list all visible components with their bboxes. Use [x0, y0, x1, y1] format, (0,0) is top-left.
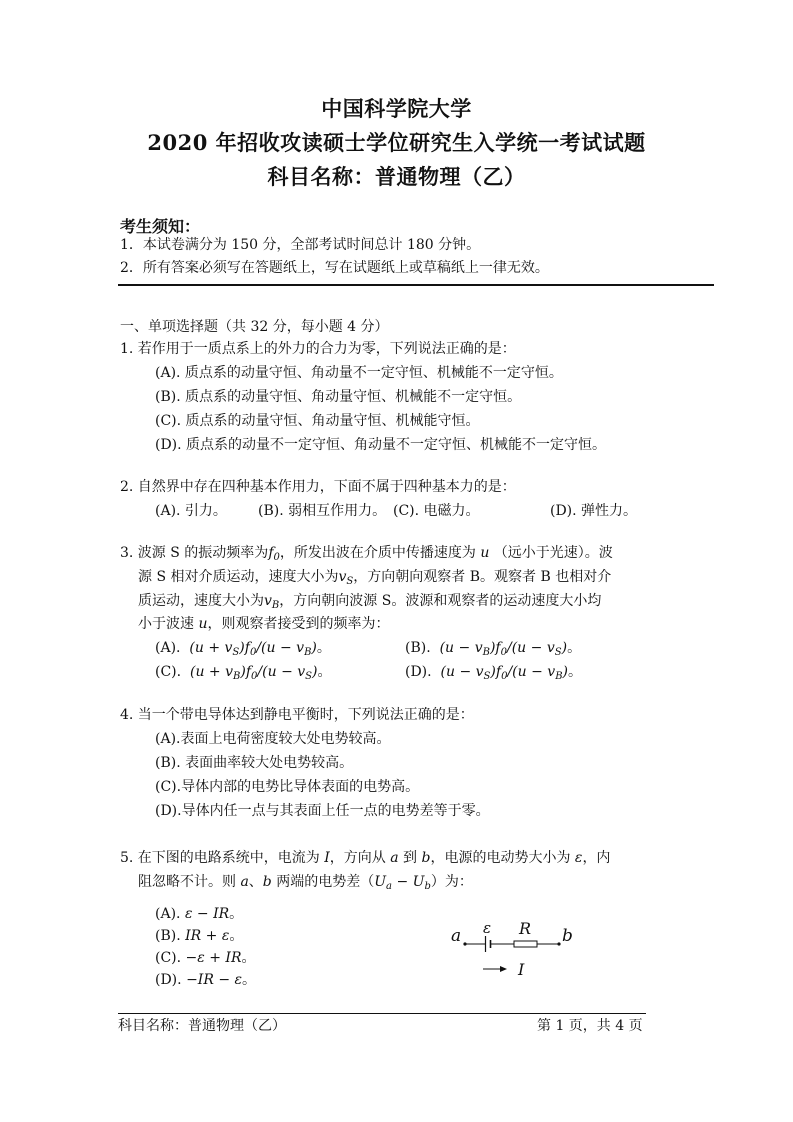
question-1-option-b: (B). 质点系的动量守恒、角动量守恒、机械能不一定守恒。	[155, 389, 522, 405]
question-2-option-a: (A). 引力。	[155, 503, 227, 519]
circuit-label-r: R	[519, 919, 532, 938]
university-title: 中国科学院大学	[321, 96, 472, 121]
question-2-stem: 2. 自然界中存在四种基本作用力，下面不属于四种基本力的是：	[120, 479, 516, 495]
question-4-option-b: (B). 表面曲率较大处电势较高。	[155, 755, 354, 771]
math-vs: $v_S$	[338, 569, 354, 587]
terminal-b-dot	[557, 942, 560, 945]
circuit-label-i: I	[518, 960, 525, 979]
circuit-label-emf: ε	[483, 919, 492, 937]
circuit-label-a: a	[451, 926, 462, 946]
section-title: 一、单项选择题（共 32 分，每小题 4 分）	[120, 319, 389, 335]
question-2-option-c: (C). 电磁力。	[393, 503, 480, 519]
question-3-stem-line-3: 质运动，速度大小为$v_B$，方向朝向波源 S。波源和观察者的运动速度大小均	[138, 593, 602, 611]
question-4-option-c: (C).导体内部的电势比导体表面的电势高。	[155, 779, 420, 795]
question-2-option-d: (D). 弹性力。	[550, 503, 638, 519]
footer-page-number: 第 1 页，共 4 页	[537, 1018, 643, 1034]
question-3-option-b: (B). $(u - v_B)f_0/(u - v_S)$。	[405, 640, 582, 658]
resistor	[514, 941, 537, 947]
question-3-stem-line-4: 小于波速 u，则观察者接受到的频率为：	[138, 616, 390, 632]
question-3-stem-line-1: 3. 波源 S 的振动频率为$f_0$，所发出波在介质中传播速度为 u （远小于光速）。波	[120, 545, 613, 563]
footer-subject: 科目名称：普通物理（乙）	[118, 1018, 286, 1034]
exam-title: 2020 年招收攻读硕士学位研究生入学统一考试试题	[147, 130, 646, 155]
question-4-option-a: (A).表面上电荷密度较大处电势较高。	[155, 731, 391, 747]
question-2-option-b: (B). 弱相互作用力。	[258, 503, 387, 519]
math-u: u	[475, 545, 494, 561]
header-divider	[118, 284, 714, 286]
math-u: u	[194, 616, 208, 632]
question-5-stem-line-2: 阻忽略不计。则 a、b 两端的电势差$(U_a - U_b)$为：	[138, 874, 473, 892]
math-f0: $f_0$	[268, 545, 280, 563]
question-1-stem: 1. 若作用于一质点系上的外力的合力为零，下列说法正确的是：	[120, 341, 516, 357]
question-3-option-d: (D). $(u - v_S)f_0/(u - v_B)$。	[405, 664, 583, 682]
notice-item-2: 2．所有答案必须写在答题纸上，写在试题纸上或草稿纸上一律无效。	[120, 260, 549, 276]
question-1-option-d: (D). 质点系的动量不一定守恒、角动量不一定守恒、机械能不一定守恒。	[155, 437, 607, 453]
subject-title: 科目名称：普通物理（乙）	[267, 164, 526, 189]
current-arrow-icon	[500, 966, 507, 972]
question-5-option-c: (C). −ε + IR。	[155, 950, 256, 966]
question-5-stem-line-1: 5. 在下图的电路系统中，电流为 I，方向从 a 到 b，电源的电动势大小为 ε，内	[120, 850, 611, 866]
footer-divider	[118, 1013, 646, 1014]
question-3-stem-line-2: 源 S 相对介质运动，速度大小为$v_S$，方向朝向观察者 B。观察者 B 也相对介	[138, 569, 612, 587]
question-3-option-a: (A). $(u + v_S)f_0/(u - v_B)$。	[155, 640, 331, 658]
question-1-option-c: (C). 质点系的动量守恒、角动量守恒、机械能守恒。	[155, 413, 480, 429]
question-5-option-a: (A). ε − IR。	[155, 906, 244, 922]
circuit-diagram	[440, 910, 590, 985]
question-5-option-b: (B). IR + ε。	[155, 928, 244, 944]
circuit-label-b: b	[562, 926, 573, 946]
notice-heading: 考生须知：	[120, 217, 201, 236]
question-1-option-a: (A). 质点系的动量守恒、角动量不一定守恒、机械能不一定守恒。	[155, 365, 563, 381]
question-3-option-c: (C). $(u + v_B)f_0/(u - v_S)$。	[155, 664, 332, 682]
question-5-option-d: (D). −IR − ε。	[155, 972, 257, 988]
notice-item-1: 1．本试卷满分为 150 分，全部考试时间总计 180 分钟。	[120, 237, 481, 253]
question-4-option-d: (D).导体内任一点与其表面上任一点的电势差等于零。	[155, 803, 490, 819]
math-vb: $v_B$	[264, 593, 280, 611]
question-4-stem: 4. 当一个带电导体达到静电平衡时，下列说法正确的是：	[120, 707, 474, 723]
